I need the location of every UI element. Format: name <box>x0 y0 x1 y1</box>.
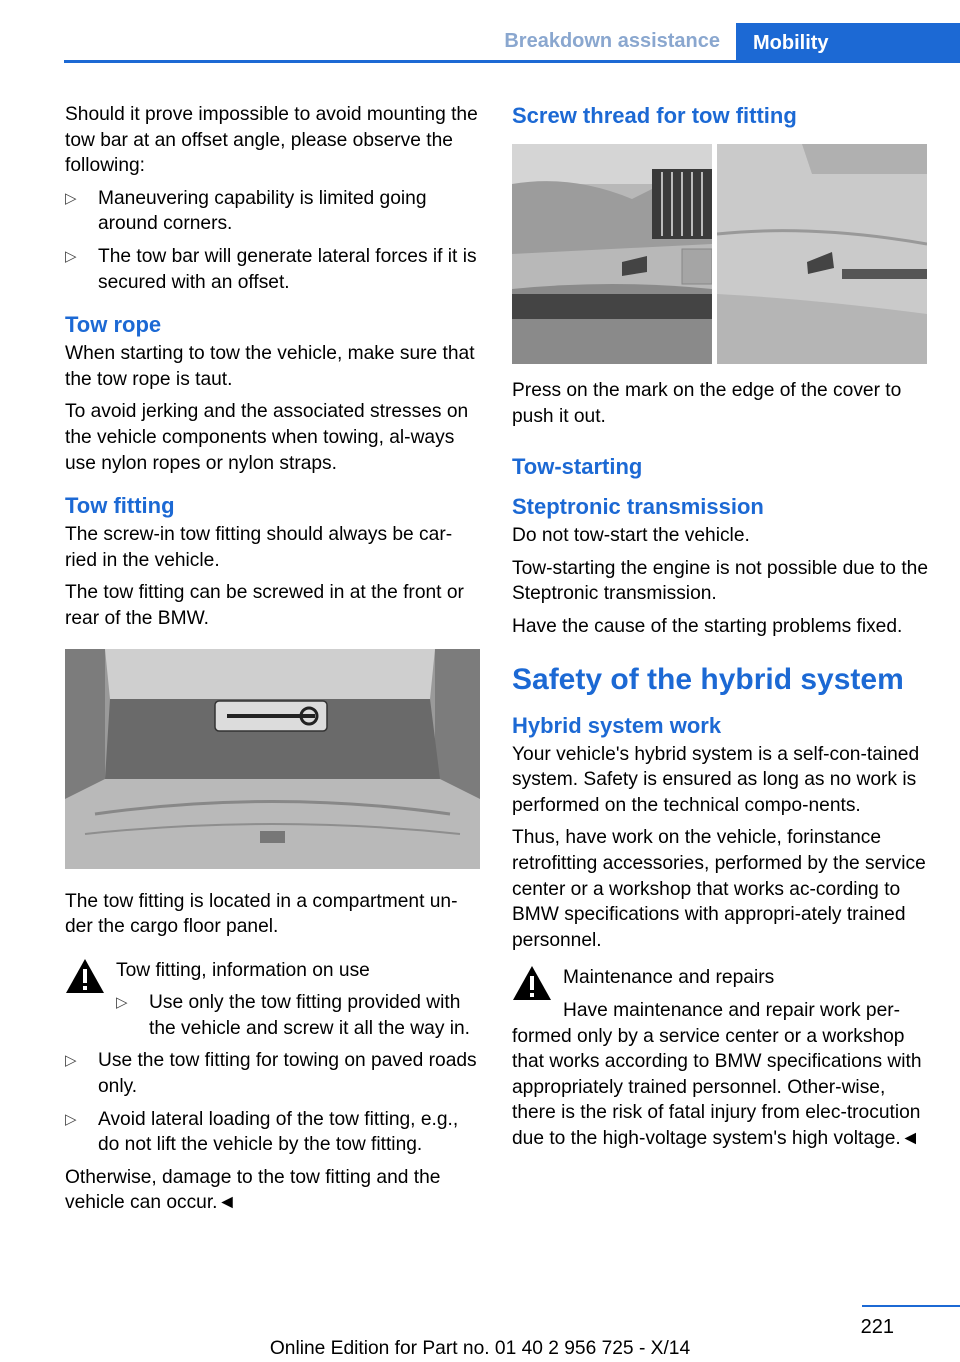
right-column <box>512 102 930 1158</box>
list-item: ▷ Maneuvering capability is limited going around corners. <box>65 187 427 235</box>
header-section-title: Breakdown assistance <box>504 30 720 52</box>
footer-edition: Online Edition for Part no. 01 40 2 956 725 - X/14 <box>269 1338 691 1359</box>
tow-starting-heading: Tow-starting <box>512 454 643 480</box>
tow-fitting-p2: The tow fitting can be screwed in at the front or rear of the BMW. <box>65 582 464 629</box>
list-item: ▷ Avoid lateral loading of the tow fitting, e.g., do not lift the vehicle by the tow fitting. <box>65 1108 459 1156</box>
steptronic-p1: Do not tow-start the vehicle. <box>512 525 750 547</box>
steptronic-heading: Steptronic transmission <box>512 494 764 520</box>
hybrid-work-p2: Thus, have work on the vehicle, forinstance retrofitting accessories, performed by the service center or a workshop that works ac-cording to BMW specifications with appropri-ately trained personnel. <box>512 827 926 951</box>
triangle-right-icon: ▷ <box>65 1110 77 1128</box>
triangle-right-icon: ▷ <box>116 994 128 1012</box>
tow-fitting-p1: The screw-in tow fitting should always be car-ried in the vehicle. <box>65 524 453 571</box>
list-item: ▷ The tow bar will generate lateral forces if it is secured with an offset. <box>65 245 477 293</box>
steptronic-p2: Tow-starting the engine is not possible due to the Steptronic transmission. <box>512 557 928 605</box>
screw-thread-text: Press on the mark on the edge of the cover to push it out. <box>512 380 902 427</box>
left-column <box>65 102 483 1223</box>
tow-rope-p2: To avoid jerking and the associated stresses on the vehicle components when towing, al-ways use nylon ropes or nylon straps. <box>65 401 469 474</box>
intro-paragraph: Should it prove impossible to avoid mounting the tow bar at an offset angle, please observe the following: <box>65 104 478 177</box>
warning-closing: Otherwise, damage to the tow fitting and the vehicle can occur.◄ <box>65 1166 441 1214</box>
warning-bullet-list-indented <box>116 990 483 1041</box>
triangle-right-icon: ▷ <box>65 1052 77 1070</box>
warning-triangle-icon <box>65 958 105 994</box>
warning-title: Maintenance and repairs <box>563 967 775 989</box>
list-item: ▷ Use the tow fitting for towing on paved roads only. <box>65 1050 477 1098</box>
tow-fitting-caption: The tow fitting is located in a compartment un-der the cargo floor panel. <box>65 890 458 938</box>
tow-rope-heading: Tow rope <box>65 312 162 338</box>
steptronic-p3: Have the cause of the starting problems fixed. <box>512 615 903 637</box>
warning-block-maintenance <box>512 965 930 991</box>
hybrid-work-p1: Your vehicle's hybrid system is a self-con-tained system. Safety is ensured as long as no work is performed on the technical compo-nents. <box>512 743 920 816</box>
cargo-compartment-photo <box>65 649 480 869</box>
header-chapter-tab: Mobility <box>736 23 960 63</box>
triangle-right-icon: ▷ <box>65 189 77 207</box>
tow-rope-p1: When starting to tow the vehicle, make sure that the tow rope is taut. <box>65 343 475 390</box>
list-item: ▷ Use only the tow fitting provided with the vehicle and screw it all the way in. <box>116 992 471 1039</box>
bumper-cover-photo <box>512 144 927 364</box>
warning-title: Tow fitting, information on use <box>116 959 370 981</box>
footer-rule <box>862 1305 960 1307</box>
warning-text: Have maintenance and repair work per-formed only by a service center or a workshop that works according to BMW specifications with appropriately trained personnel. Other-wise, there is the risk of fatal injury from elec-trocution due to the high-voltage system's high voltage.◄ <box>512 999 922 1149</box>
intro-bullet-list <box>65 186 483 295</box>
warning-triangle-icon <box>512 965 552 1001</box>
header-rule <box>64 60 960 63</box>
hybrid-safety-heading: Safety of the hybrid system <box>512 662 904 696</box>
warning-bullet-list <box>65 1048 483 1157</box>
screw-thread-heading: Screw thread for tow fitting <box>512 103 797 128</box>
tow-fitting-heading: Tow fitting <box>65 493 175 519</box>
page-number: 221 <box>860 1316 894 1338</box>
hybrid-work-heading: Hybrid system work <box>512 712 722 738</box>
triangle-right-icon: ▷ <box>65 247 77 265</box>
warning-block-tow-fitting <box>65 958 483 1042</box>
